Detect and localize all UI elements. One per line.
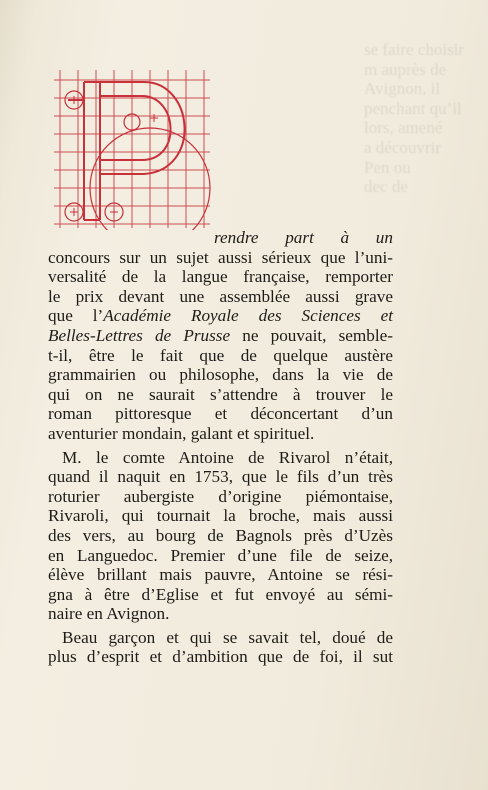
- italic-title: Belles-Lettres de Prusse: [48, 325, 231, 345]
- text-line: qui on ne saurait s’attendre à trouver le: [48, 384, 393, 404]
- text-line: le prix devant une assemblée aussi grave: [48, 286, 393, 306]
- text-line: en Languedoc. Premier d’une file de seize,: [48, 545, 393, 565]
- text-run: que l’: [48, 306, 104, 326]
- body-text: [48, 228, 393, 667]
- text-line: grammairien ou philosophe, dans la vie de: [48, 365, 393, 385]
- text-line: Beau garçon et qui se savait tel, doué de: [62, 627, 393, 647]
- bleed-through-text: se faire choisir m auprès de Avignon, il penchant qu’il lors, amené a découvrir Pen ou dec de: [364, 40, 465, 197]
- text-line: Rivaroli, qui tournait la broche, mais aussi: [48, 506, 393, 526]
- text-line: quand il naquit en 1753, que le fils d’un très: [48, 467, 393, 487]
- drop-cap-initial: [54, 70, 212, 230]
- text-run: ne pouvait, semble-: [230, 325, 393, 345]
- text-line: gna à être d’Eglise et fut envoyé au sémi-: [48, 584, 393, 604]
- text-line: t-il, être le fait que de quelque austère: [48, 345, 393, 365]
- italic-title: Académie Royale des Sciences et: [103, 306, 393, 326]
- text-line: élève brillant mais pauvre, Antoine se rési-: [48, 565, 393, 585]
- text-line: M. le comte Antoine de Rivarol n’était,: [62, 447, 393, 467]
- text-line: plus d’esprit et d’ambition que de foi, il sut: [48, 647, 393, 667]
- text-line: roman pittoresque et déconcertant d’un: [48, 404, 393, 424]
- text-line: roturier aubergiste d’origine piémontaise,: [48, 486, 393, 506]
- text-line: rendre part à un: [214, 228, 393, 247]
- text-line: [48, 306, 393, 326]
- text-line: concours sur un sujet aussi sérieux que l’uni-: [48, 247, 393, 267]
- text-line: naire en Avignon.: [48, 604, 170, 624]
- text-line: versalité de la langue française, remporter: [48, 267, 393, 287]
- text-line: aventurier mondain, galant et spirituel.: [48, 423, 315, 443]
- text-line: [48, 326, 393, 346]
- text-line: des vers, au bourg de Bagnols près d’Uzès: [48, 525, 393, 545]
